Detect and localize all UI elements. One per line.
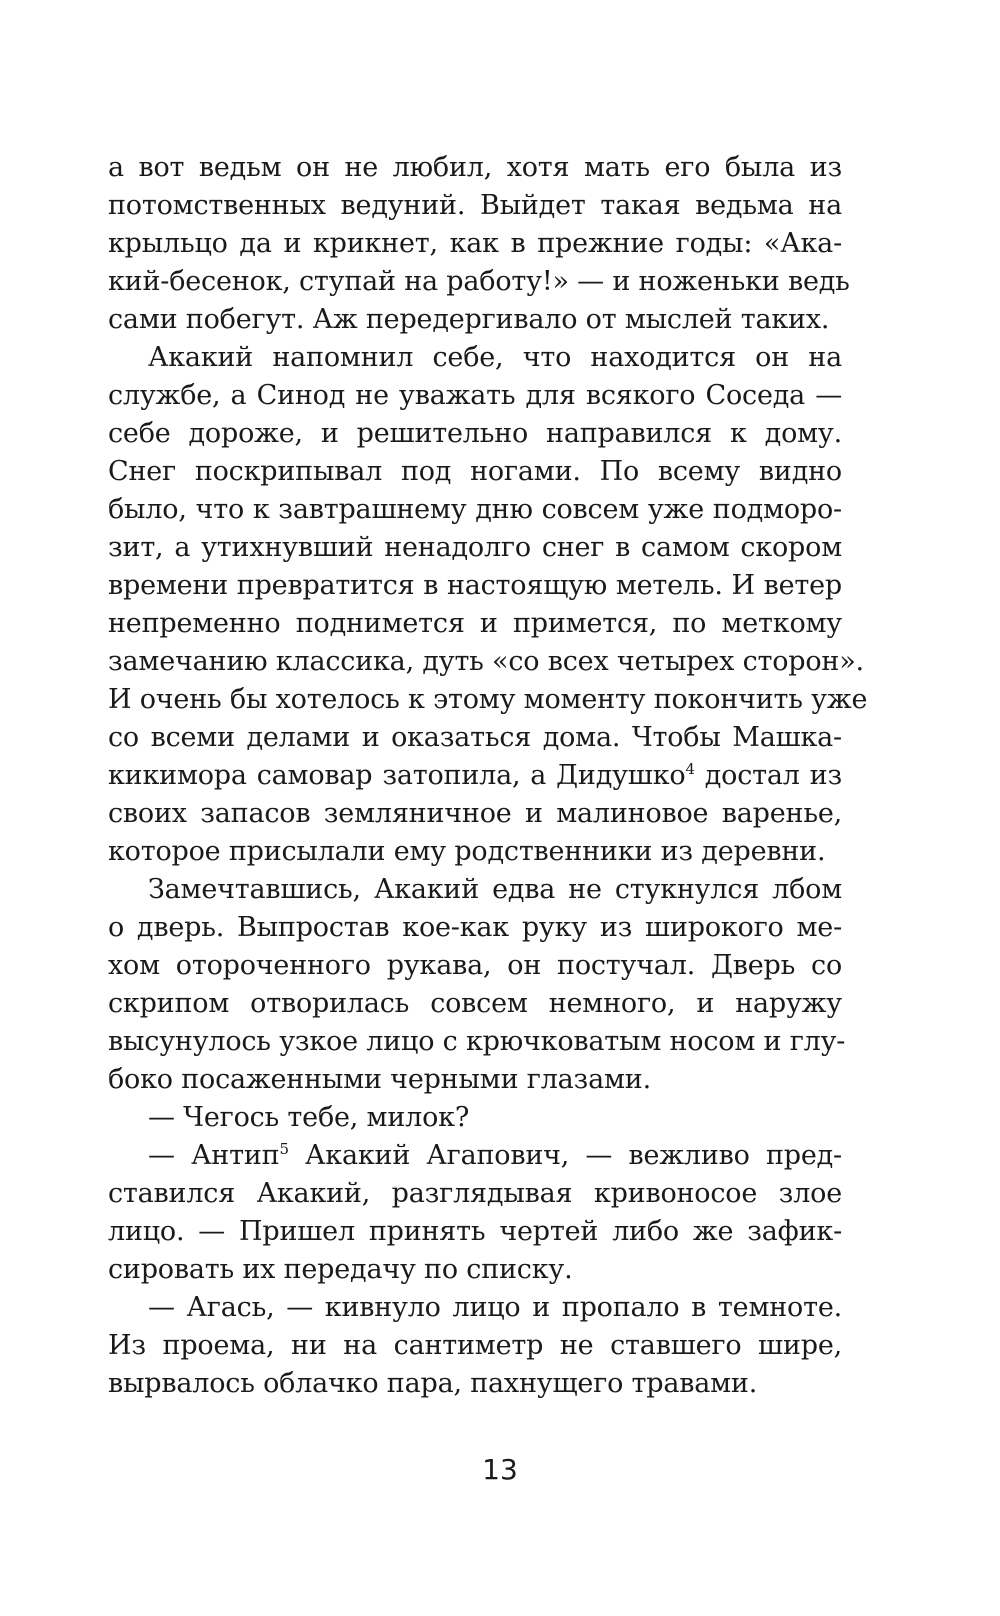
text-line: ставился Акакий, разглядывая кривоносое злое	[108, 1178, 842, 1209]
text-line: себе дороже, и решительно направился к дому.	[108, 418, 842, 449]
text-segment: достал из	[704, 760, 842, 791]
dialogue-line: — Агась, — кивнуло лицо и пропало в темноте.	[148, 1292, 842, 1323]
page-number: 13	[482, 1453, 518, 1486]
text-line: боко посаженными черными глазами.	[108, 1064, 651, 1095]
text-line: вырвалось облачко пара, пахнущего травами.	[108, 1368, 758, 1399]
text-line: времени превратится в настоящую метель. И ветер	[108, 570, 842, 601]
text-line: кий-бесенок, ступай на работу!» — и ноженьки ведь	[108, 266, 850, 297]
text-line: зит, а утихнувший ненадолго снег в самом скором	[108, 532, 842, 563]
text-line: Акакий напомнил себе, что находится он на	[148, 342, 842, 373]
text-line: высунулось узкое лицо с крючковатым носом и глу-	[108, 1026, 846, 1057]
text-line: крыльцо да и крикнет, как в прежние годы: «Ака-	[108, 228, 842, 259]
text-line: сировать их передачу по списку.	[108, 1254, 573, 1285]
text-line: Из проема, ни на сантиметр не ставшего шире,	[108, 1330, 842, 1361]
text-line: лицо. — Пришел принять чертей либо же зафик-	[108, 1216, 842, 1247]
text-line: со всеми делами и оказаться дома. Чтобы Машка-	[108, 722, 842, 753]
text-segment: кикимора самовар затопила, а Дидушко	[108, 760, 686, 791]
text-line: И очень бы хотелось к этому моменту покончить уже	[108, 684, 868, 715]
footnote-marker: 4	[685, 760, 695, 778]
text-line: которое присылали ему родственники из деревни.	[108, 836, 826, 867]
text-line: сами побегут. Аж передергивало от мыслей таких.	[108, 304, 830, 335]
footnote-marker: 5	[279, 1140, 289, 1158]
dialogue-line: — Чегось тебе, милок?	[148, 1102, 470, 1133]
text-line: скрипом отворилась совсем немного, и наружу	[108, 988, 842, 1019]
text-line: своих запасов земляничное и малиновое варенье,	[108, 798, 842, 829]
text-line: службе, а Синод не уважать для всякого Соседа —	[108, 380, 842, 411]
text-line: было, что к завтрашнему дню совсем уже подморо-	[108, 494, 842, 525]
text-line: Замечтавшись, Акакий едва не стукнулся лбом	[148, 874, 842, 905]
dialogue-line	[148, 1137, 842, 1175]
text-segment: — Антип	[148, 1140, 280, 1171]
text-line: о дверь. Выпростав кое-как руку из широкого ме-	[108, 912, 842, 943]
text-line: непременно поднимется и примется, по меткому	[108, 608, 842, 639]
text-segment: Акакий Агапович, — вежливо пред-	[305, 1140, 842, 1171]
text-line: замечанию классика, дуть «со всех четырех сторон».	[108, 646, 864, 677]
text-line: Снег поскрипывал под ногами. По всему видно	[108, 456, 842, 487]
text-line	[108, 757, 842, 795]
text-line: потомственных ведуний. Выйдет такая ведьма на	[108, 190, 842, 221]
text-line: хом отороченного рукава, он постучал. Дверь со	[108, 950, 842, 981]
text-line: а вот ведьм он не любил, хотя мать его была из	[108, 152, 842, 183]
